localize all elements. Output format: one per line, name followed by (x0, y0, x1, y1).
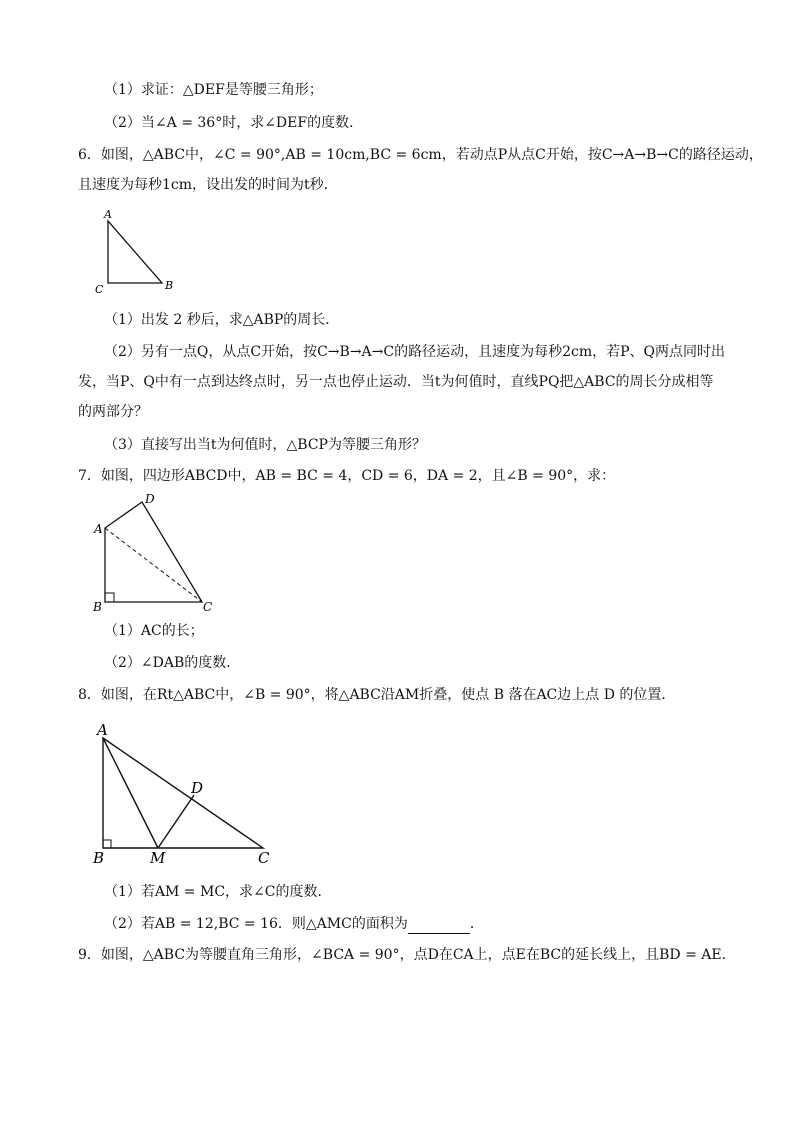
q8-right-angle-mark (103, 840, 111, 848)
q8-answer-blank (408, 919, 470, 934)
q7-label-c: C (203, 600, 213, 614)
q6-part1: （1）出发 2 秒后，求△ABP的周长． (104, 312, 340, 328)
q8-label-a: A (97, 721, 108, 739)
q8-part2-end: ． (469, 916, 484, 932)
q6-part2-line3: 的两部分？ (78, 404, 148, 420)
q7-label-a: A (94, 522, 103, 536)
q7-label-b: B (93, 600, 102, 614)
q7-stem: 7．如图，四边形ABCD中，AB = BC = 4，CD = 6，DA = 2，且∠B = 90°，求： (78, 468, 616, 484)
q6-part3: （3）直接写出当t为何值时，△BCP为等腰三角形？ (104, 437, 426, 453)
q6-stem-line2: 且速度为每秒1cm，设出发的时间为t秒． (78, 177, 338, 193)
q6-triangle-shape (108, 221, 162, 283)
q8-triangle-abc (103, 738, 263, 848)
q7-label-d: D (145, 492, 155, 506)
q6-label-c: C (95, 283, 104, 296)
q8-label-b: B (93, 849, 105, 867)
q6-part2-line2: 发，当P、Q中有一点到达终点时，另一点也停止运动．当t为何值时，直线PQ把△ABC的周长分成相等 (78, 374, 714, 390)
q8-label-d: D (191, 779, 204, 797)
q8-segment-am (103, 738, 158, 848)
q5-part1: （1）求证：△DEF是等腰三角形； (104, 82, 323, 98)
q6-figure-triangle (90, 205, 180, 295)
q6-label-a: A (104, 208, 112, 221)
q8-stem: 8．如图，在Rt△ABC中，∠B = 90°，将△ABC沿AM折叠，使点 B 落在AC边上点 D 的位置． (78, 687, 676, 703)
q7-quad-shape (105, 502, 202, 602)
q7-right-angle-mark (105, 593, 114, 602)
q8-figure-fold (88, 718, 288, 868)
q7-diagonal-ac (105, 528, 202, 602)
q8-segment-md (158, 795, 194, 848)
q7-part1: （1）AC的长； (104, 623, 204, 639)
q7-part2: （2）∠DAB的度数． (104, 655, 241, 671)
q5-part2: （2）当∠A = 36°时，求∠DEF的度数． (104, 115, 364, 131)
q8-part2-text: （2）若AB = 12,BC = 16．则△AMC的面积为 (104, 916, 408, 932)
q7-figure-quadrilateral (90, 490, 230, 615)
q8-part1: （1）若AM = MC，求∠C的度数． (104, 884, 332, 900)
q6-label-b: B (165, 279, 174, 292)
q6-part2-line1: （2）另有一点Q，从点C开始，按C→B→A→C的路径运动，且速度为每秒2cm，若P、Q两点同时出 (104, 344, 726, 360)
q8-part2 (104, 914, 484, 934)
q8-label-c: C (258, 849, 270, 867)
q6-stem-line1: 6．如图，△ABC中，∠C = 90°,AB = 10cm,BC = 6cm，若动点P从点C开始，按C→A→B→C的路径运动， (78, 147, 763, 163)
q8-label-m: M (150, 849, 166, 867)
q9-stem: 9．如图，△ABC为等腰直角三角形，∠BCA = 90°，点D在CA上，点E在BC的延长线上，且BD = AE． (78, 947, 736, 963)
